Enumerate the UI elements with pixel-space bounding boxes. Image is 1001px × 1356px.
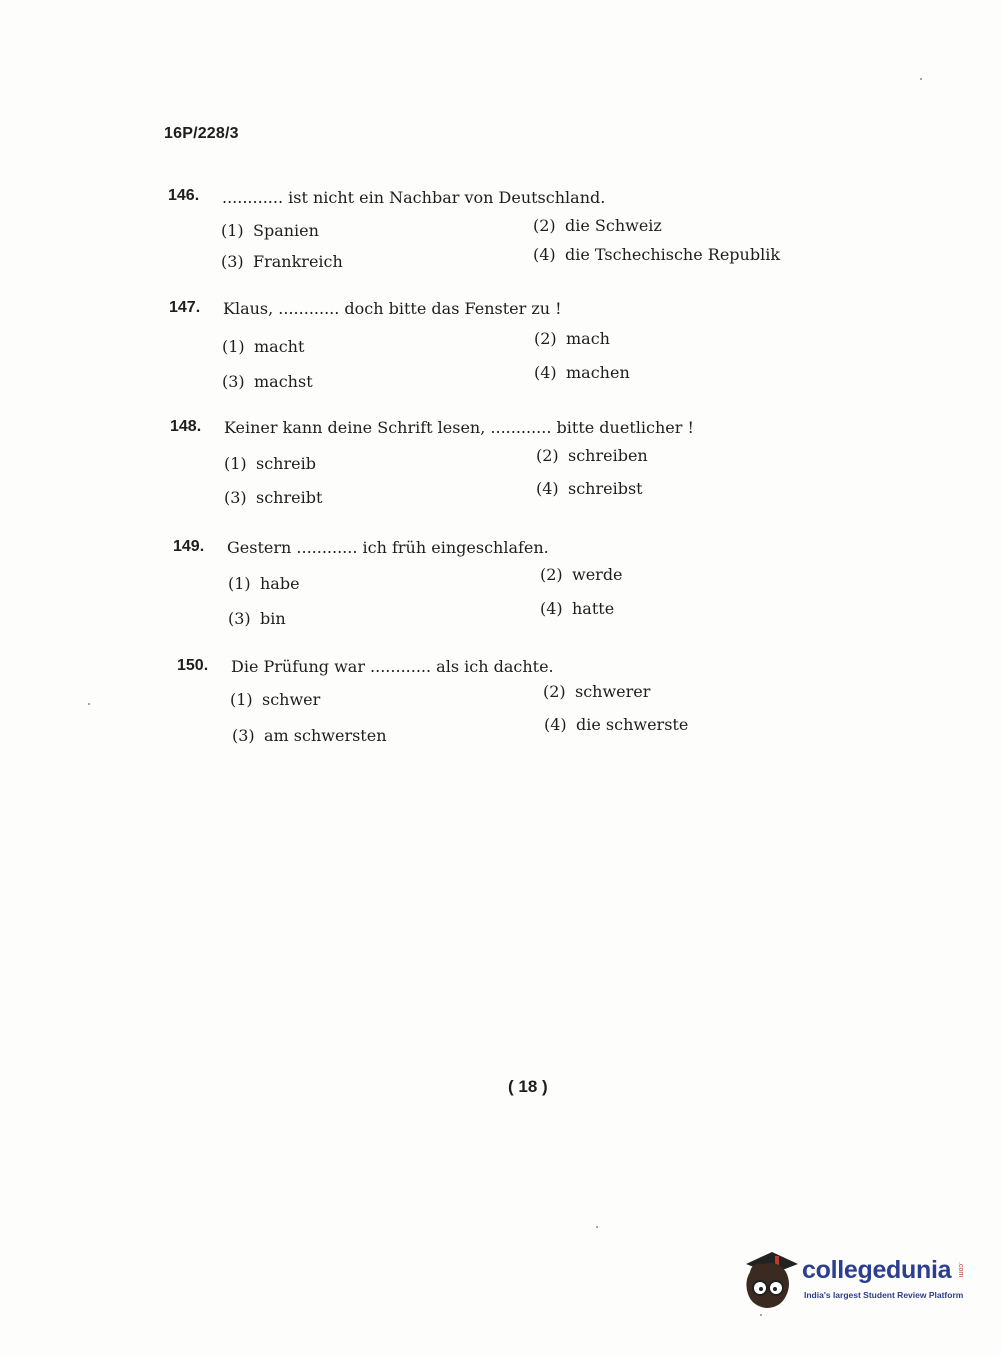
question-stem: ............ ist nicht ein Nachbar von Deutschland. <box>222 188 606 207</box>
option-3: (3) Frankreich <box>221 252 343 271</box>
question-number: 148. <box>170 418 202 435</box>
question-number: 146. <box>168 187 200 204</box>
option-1: (1) habe <box>228 574 300 593</box>
option-1: (1) schwer <box>230 690 321 709</box>
option-3: (3) bin <box>228 609 286 628</box>
question-number: 149. <box>173 538 205 555</box>
scan-speck <box>88 703 90 705</box>
option-2: (2) mach <box>534 329 610 348</box>
logo-domain-suffix: .com <box>957 1262 964 1278</box>
option-4: (4) schreibst <box>536 479 643 498</box>
option-3: (3) machst <box>222 372 313 391</box>
option-4: (4) die schwerste <box>544 715 689 734</box>
option-1: (1) schreib <box>224 454 316 473</box>
option-2: (2) schwerer <box>543 682 651 701</box>
question-number: 147. <box>169 299 201 316</box>
scan-speck <box>760 1314 762 1316</box>
logo-tagline: India's largest Student Review Platform <box>804 1290 964 1300</box>
collegedunia-logo <box>742 1250 972 1312</box>
question-stem: Gestern ............ ich früh eingeschlafen. <box>227 538 549 557</box>
paper-code: 16P/228/3 <box>164 125 239 142</box>
scan-speck <box>920 78 922 80</box>
option-2: (2) die Schweiz <box>533 216 662 235</box>
option-4: (4) die Tschechische Republik <box>533 245 781 264</box>
mascot-icon <box>742 1250 800 1312</box>
option-1: (1) Spanien <box>221 221 319 240</box>
option-2: (2) werde <box>540 565 623 584</box>
option-1: (1) macht <box>222 337 305 356</box>
option-3: (3) schreibt <box>224 488 323 507</box>
scan-speck <box>596 1226 598 1228</box>
option-4: (4) machen <box>534 363 630 382</box>
question-number: 150. <box>177 657 209 674</box>
question-stem: Keiner kann deine Schrift lesen, ............ bitte duetlicher ! <box>224 418 694 437</box>
question-stem: Klaus, ............ doch bitte das Fenster zu ! <box>223 299 562 318</box>
option-2: (2) schreiben <box>536 446 648 465</box>
option-3: (3) am schwersten <box>232 726 387 745</box>
option-4: (4) hatte <box>540 599 615 618</box>
logo-wordmark: collegedunia <box>802 1256 952 1284</box>
page-number: ( 18 ) <box>508 1077 548 1096</box>
question-stem: Die Prüfung war ............ als ich dachte. <box>231 657 554 676</box>
